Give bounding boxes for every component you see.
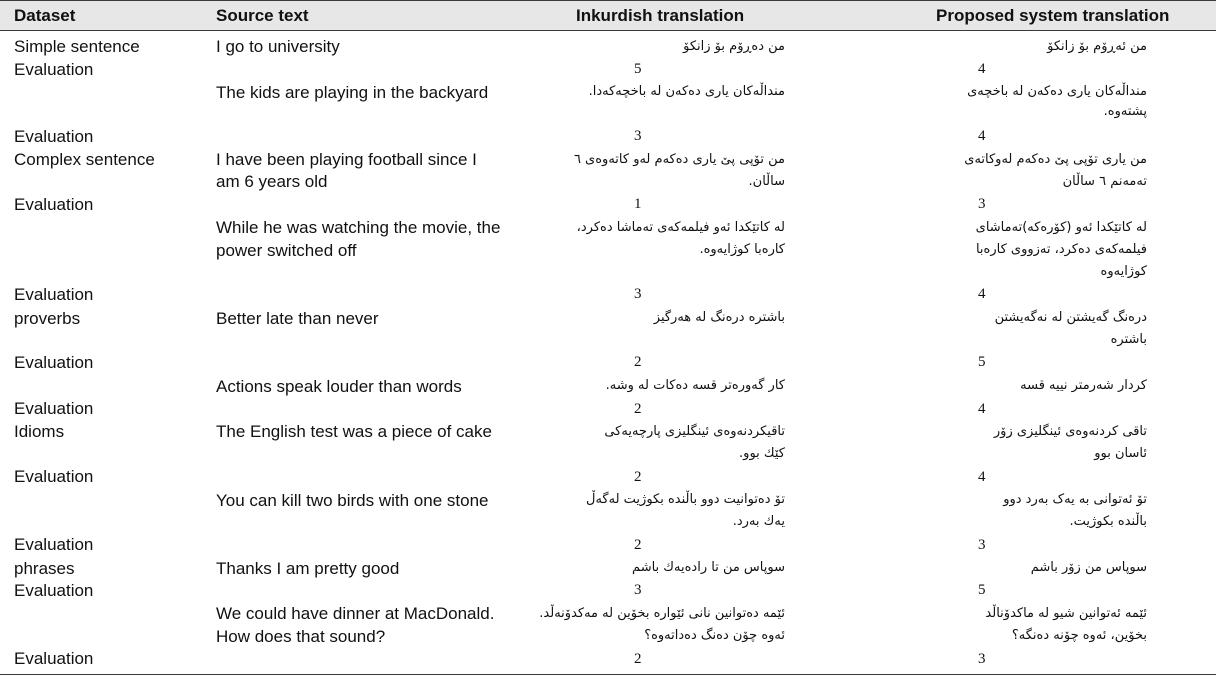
- row-dataset-label: Evaluation: [14, 535, 94, 554]
- proposed-score: 5: [978, 354, 986, 370]
- row-proposed-text: منداڵەکان یاری دەکەن لە باخچەی: [967, 84, 1147, 99]
- row-proposed-text: من یاری تۆپی پێ دەکەم لەوکاتەی: [964, 152, 1147, 167]
- row-inkurdish-text: سوپاس من تا رادەیەك باشم: [632, 560, 785, 575]
- row-source-text: You can kill two birds with one stone: [216, 491, 489, 510]
- proposed-score: 4: [978, 61, 986, 77]
- row-dataset-label: Evaluation: [14, 285, 94, 304]
- row-proposed-text: باڵندە بکوژیت.: [1069, 514, 1147, 529]
- row-inkurdish-text: ئێمە دەتوانین نانی ئێوارە بخۆین لە مەكدۆنەڵد.: [539, 606, 785, 621]
- row-inkurdish-text: كێك بوو.: [739, 446, 785, 461]
- row-proposed-text: فیلمەکەی دەکرد، تەزووی کارەبا: [975, 242, 1147, 257]
- proposed-score: 4: [978, 401, 986, 417]
- row-proposed-text: کردار شەرمتر نییە قسە: [1020, 378, 1147, 393]
- row-source-text: Better late than never: [216, 309, 379, 328]
- inkurdish-score: 3: [634, 582, 642, 598]
- row-dataset-label: Evaluation: [14, 127, 94, 146]
- row-dataset-label: Evaluation: [14, 353, 94, 372]
- row-proposed-text: بخۆین، ئەوە چۆنە دەنگە؟: [1011, 628, 1147, 643]
- row-dataset-label: Complex sentence: [14, 150, 155, 169]
- row-inkurdish-text: كار گەورەتر قسە دەكات لە وشە.: [605, 378, 785, 393]
- row-inkurdish-text: یەك بەرد.: [732, 514, 785, 529]
- row-proposed-text: درەنگ گەیشتن لە نەگەیشتن: [994, 310, 1147, 325]
- proposed-score: 4: [978, 469, 986, 485]
- row-source-text: While he was watching the movie, the: [216, 218, 501, 237]
- inkurdish-score: 3: [634, 128, 642, 144]
- row-source-text: How does that sound?: [216, 627, 386, 646]
- row-proposed-text: سوپاس من زۆر باشم: [1030, 560, 1147, 575]
- table-top-rule: [0, 0, 1216, 1]
- row-dataset-label: Evaluation: [14, 60, 94, 79]
- row-proposed-text: ئاسان بوو: [1094, 446, 1147, 461]
- row-source-text: The kids are playing in the backyard: [216, 83, 489, 102]
- row-source-text: am 6 years old: [216, 172, 328, 191]
- row-inkurdish-text: تۆ دەتوانیت دوو باڵندە بكوژیت لەگەڵ: [586, 492, 785, 507]
- inkurdish-score: 2: [634, 469, 642, 485]
- row-inkurdish-text: منداڵەكان یاری دەكەن لە باخچەكەدا.: [588, 84, 785, 99]
- proposed-score: 3: [978, 651, 986, 667]
- row-dataset-label: phrases: [14, 559, 75, 578]
- row-dataset-label: Evaluation: [14, 399, 94, 418]
- row-dataset-label: Simple sentence: [14, 37, 140, 56]
- header-dataset: Dataset: [14, 6, 76, 25]
- inkurdish-score: 2: [634, 537, 642, 553]
- inkurdish-score: 2: [634, 651, 642, 667]
- row-inkurdish-text: من تۆپی پێ یاری دەكەم لەو كاتەوەی ٦: [573, 152, 785, 167]
- inkurdish-score: 1: [634, 196, 642, 212]
- table-header-rule: [0, 30, 1216, 31]
- row-proposed-text: تاقی کردنەوەی ئینگلیزی زۆر: [993, 424, 1147, 439]
- inkurdish-score: 2: [634, 354, 642, 370]
- proposed-score: 3: [978, 196, 986, 212]
- row-dataset-label: Evaluation: [14, 467, 94, 486]
- header-proposed-translation: Proposed system translation: [936, 6, 1170, 25]
- proposed-score: 3: [978, 537, 986, 553]
- row-inkurdish-text: لە كاتێكدا ئەو فیلمەكەی تەماشا دەكرد،: [576, 220, 785, 235]
- row-proposed-text: پشتەوە.: [1103, 104, 1147, 119]
- inkurdish-score: 5: [634, 61, 642, 77]
- row-inkurdish-text: تاقیكردنەوەی ئینگلیزی پارچەیەكی: [604, 424, 785, 439]
- proposed-score: 5: [978, 582, 986, 598]
- row-inkurdish-text: من دەڕۆم بۆ زانكۆ: [683, 39, 785, 54]
- row-dataset-label: proverbs: [14, 309, 81, 328]
- row-dataset-label: Evaluation: [14, 195, 94, 214]
- table-header: [0, 0, 1216, 30]
- row-proposed-text: تەمەنم ٦ ساڵان: [1062, 174, 1147, 189]
- row-proposed-text: کوژایەوە: [1100, 264, 1147, 279]
- row-proposed-text: تۆ ئەتوانی بە یەک بەرد دوو: [1003, 492, 1147, 507]
- row-proposed-text: من ئەڕۆم بۆ زانکۆ: [1047, 39, 1147, 54]
- row-inkurdish-text: كارەبا كوژایەوە.: [699, 242, 785, 257]
- row-source-text: I have been playing football since I: [216, 150, 477, 169]
- proposed-score: 4: [978, 286, 986, 302]
- inkurdish-score: 2: [634, 401, 642, 417]
- row-source-text: Actions speak louder than words: [216, 377, 462, 396]
- row-source-text: I go to university: [216, 37, 340, 56]
- row-inkurdish-text: ساڵان.: [748, 174, 785, 189]
- inkurdish-score: 3: [634, 286, 642, 302]
- row-source-text: Thanks I am pretty good: [216, 559, 400, 578]
- header-source-text: Source text: [216, 6, 309, 25]
- row-dataset-label: Evaluation: [14, 649, 94, 668]
- row-proposed-text: باشترە: [1110, 332, 1147, 347]
- row-source-text: The English test was a piece of cake: [216, 422, 492, 441]
- table-bottom-rule: [0, 674, 1216, 675]
- header-inkurdish-translation: Inkurdish translation: [576, 6, 745, 25]
- row-dataset-label: Evaluation: [14, 581, 94, 600]
- row-source-text: We could have dinner at MacDonald.: [216, 604, 495, 623]
- row-source-text: power switched off: [216, 241, 357, 260]
- proposed-score: 4: [978, 128, 986, 144]
- row-inkurdish-text: باشترە درەنگ لە هەرگیز: [653, 310, 785, 325]
- row-dataset-label: Idioms: [14, 422, 65, 441]
- row-inkurdish-text: ئەوە چۆن دەنگ دەداتەوە؟: [644, 628, 785, 643]
- row-proposed-text: لە کاتێکدا ئەو (کۆرەکە)تەماشای: [975, 220, 1147, 235]
- row-proposed-text: ئێمە ئەتوانین شیو لە ماکدۆناڵد: [985, 606, 1147, 621]
